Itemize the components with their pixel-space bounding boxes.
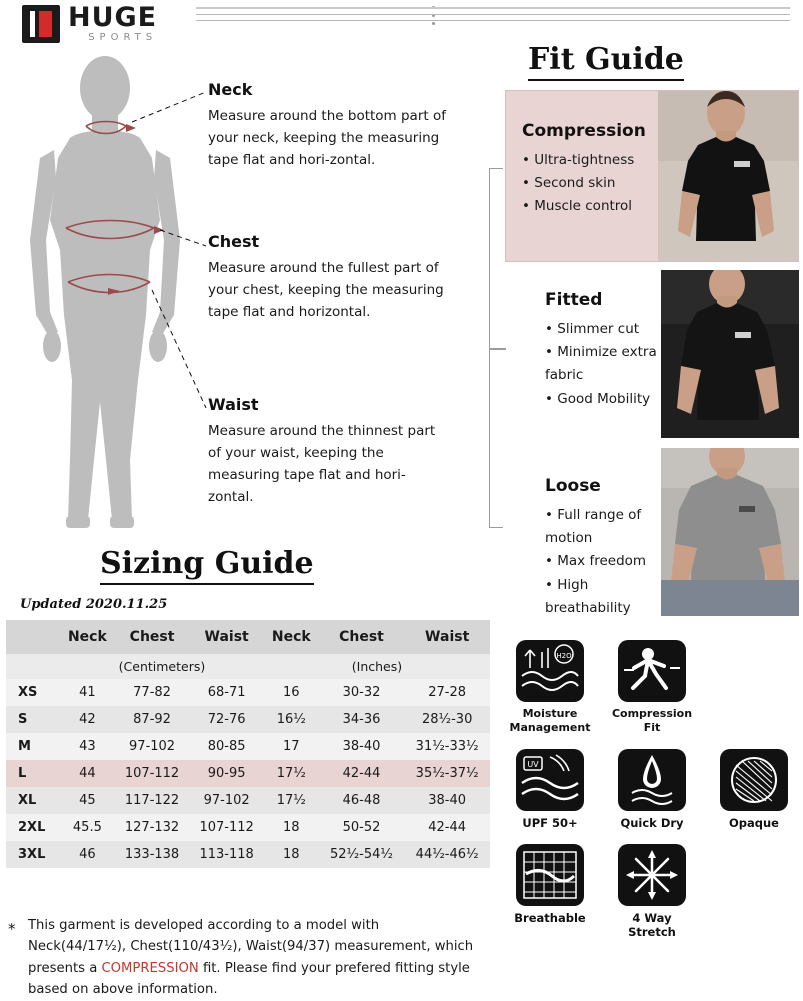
cell-chest-cm: 117-122 — [115, 787, 190, 814]
sizing-updated-date: Updated 2020.11.25 — [20, 597, 168, 612]
cell-chest-in: 38-40 — [319, 733, 405, 760]
loose-shirt-photo — [661, 448, 799, 616]
cell-neck-cm: 44 — [60, 760, 115, 787]
cell-chest-in: 50-52 — [319, 814, 405, 841]
feature-label: 4 Way Stretch — [628, 910, 676, 940]
fit-bullet: • Minimize extra — [545, 344, 657, 361]
footnote-text: This garment is developed according to a model with Neck(44/17¹⁄₂), Chest(110/43¹⁄₂), Waist(94/37) measurement, which presents a COMPRESSION fit. Please find your prefered fitting style based on above information. — [28, 918, 474, 998]
cell-size: 3XL — [6, 841, 60, 868]
th-size — [6, 620, 60, 654]
moisture-management-icon — [516, 640, 584, 702]
opaque-icon — [720, 749, 788, 811]
fit-card-fitted-title: Fitted — [545, 290, 603, 310]
feature-row-3 — [505, 844, 803, 940]
cell-chest-cm: 133-138 — [115, 841, 190, 868]
feature-label: Quick Dry — [620, 815, 684, 830]
feature-opaque — [709, 749, 799, 830]
measure-waist-text: Measure around the thinnest part of your waist, keeping the measuring tape flat and hori-zontal. — [208, 423, 436, 505]
svg-text:H2O: H2O — [556, 652, 572, 660]
footnote-star: * — [8, 920, 16, 938]
cell-chest-cm: 97-102 — [115, 733, 190, 760]
feature-label: Breathable — [514, 910, 586, 925]
cell-size: XL — [6, 787, 60, 814]
cell-neck-in: 16¹⁄₂ — [264, 706, 319, 733]
fit-bullet: fabric — [545, 367, 584, 384]
cell-waist-in: 28¹⁄₂-30 — [404, 706, 490, 733]
size-chart-table — [6, 620, 490, 868]
cell-chest-in: 34-36 — [319, 706, 405, 733]
upf-icon — [516, 749, 584, 811]
feature-row-1 — [505, 640, 803, 735]
fit-bracket-stem — [489, 348, 506, 350]
compression-shirt-photo — [658, 91, 798, 261]
cell-neck-in: 18 — [264, 841, 319, 868]
th-neck-cm: Neck — [60, 620, 115, 654]
four-way-stretch-icon — [618, 844, 686, 906]
table-row — [6, 787, 490, 814]
fit-bullet: • Ultra-tightness — [522, 152, 635, 168]
measure-neck-title: Neck — [208, 80, 253, 99]
compression-fit-icon — [618, 640, 686, 702]
cell-neck-in: 18 — [264, 814, 319, 841]
cell-size: L — [6, 760, 60, 787]
cell-chest-cm: 77-82 — [115, 679, 190, 706]
cell-size: M — [6, 733, 60, 760]
feature-label: Opaque — [729, 815, 779, 830]
feature-compression-fit — [607, 640, 697, 735]
sizing-footnote — [8, 915, 478, 1001]
cell-chest-in: 46-48 — [319, 787, 405, 814]
th-waist-cm: Waist — [189, 620, 264, 654]
cell-waist-cm: 97-102 — [189, 787, 264, 814]
table-header-row — [6, 620, 490, 654]
fit-bullet: motion — [545, 530, 593, 547]
cell-size: XS — [6, 679, 60, 706]
fit-card-compression — [505, 90, 799, 262]
cell-waist-cm: 113-118 — [189, 841, 264, 868]
cell-chest-in: 30-32 — [319, 679, 405, 706]
measure-neck — [208, 80, 448, 172]
cell-size: 2XL — [6, 814, 60, 841]
cell-waist-cm: 72-76 — [189, 706, 264, 733]
table-row — [6, 814, 490, 841]
cell-waist-in: 35¹⁄₂-37¹⁄₂ — [404, 760, 490, 787]
feature-icons — [505, 640, 803, 954]
feature-four-way-stretch — [607, 844, 697, 940]
measure-waist — [208, 395, 448, 508]
fit-card-fitted — [505, 270, 799, 438]
feature-label: Compression Fit — [611, 707, 693, 734]
unit-inches: (Inches) — [264, 654, 490, 679]
fit-bullet: • Second skin — [522, 175, 616, 192]
cell-waist-cm: 107-112 — [189, 814, 264, 841]
cell-neck-in: 17¹⁄₂ — [264, 787, 319, 814]
feature-quick-dry — [607, 749, 697, 830]
measure-chest-text: Measure around the fullest part of your chest, keeping the measuring tape flat and horizontal. — [208, 260, 444, 320]
cell-waist-cm: 90-95 — [189, 760, 264, 787]
quick-dry-icon — [618, 749, 686, 811]
th-chest-in: Chest — [319, 620, 405, 654]
measure-waist-title: Waist — [208, 395, 259, 414]
fitted-shirt-photo — [661, 270, 799, 438]
logo-mark-icon — [22, 5, 60, 43]
cell-waist-in: 31¹⁄₂-33¹⁄₂ — [404, 733, 490, 760]
cell-neck-in: 16 — [264, 679, 319, 706]
table-row — [6, 841, 490, 868]
table-row — [6, 679, 490, 706]
brand-subtitle: SPORTS — [88, 32, 158, 43]
feature-label: Moisture Management — [509, 707, 591, 734]
cell-chest-cm: 127-132 — [115, 814, 190, 841]
breathable-icon — [516, 844, 584, 906]
fit-card-loose — [505, 448, 799, 616]
cell-neck-cm: 41 — [60, 679, 115, 706]
fit-bullet: • Full range of — [545, 507, 642, 523]
cell-neck-in: 17¹⁄₂ — [264, 760, 319, 787]
table-row-highlighted — [6, 760, 490, 787]
th-neck-in: Neck — [264, 620, 319, 654]
cell-neck-cm: 43 — [60, 733, 115, 760]
fit-bullet: • Slimmer cut — [545, 321, 640, 337]
fit-bullet: • Muscle control — [522, 198, 633, 215]
fit-bullet: • Good Mobility — [545, 390, 651, 407]
table-row — [6, 733, 490, 760]
cell-chest-in: 42-44 — [319, 760, 405, 787]
cell-waist-cm: 80-85 — [189, 733, 264, 760]
cell-neck-cm: 45.5 — [60, 814, 115, 841]
th-waist-in: Waist — [404, 620, 490, 654]
cell-neck-in: 17 — [264, 733, 319, 760]
cell-size: S — [6, 706, 60, 733]
body-diagram-panel — [0, 50, 480, 540]
svg-text:UV: UV — [527, 759, 539, 769]
table-unit-row — [6, 654, 490, 679]
sizing-guide-title: Sizing Guide — [100, 546, 314, 585]
feature-upf — [505, 749, 595, 830]
table-row — [6, 706, 490, 733]
cell-chest-cm: 107-112 — [115, 760, 190, 787]
fit-bullet: • Max freedom — [545, 553, 647, 570]
cell-chest-in: 52¹⁄₂-54¹⁄₂ — [319, 841, 405, 868]
cell-chest-cm: 87-92 — [115, 706, 190, 733]
measure-chest-title: Chest — [208, 232, 260, 251]
measure-neck-text: Measure around the bottom part of your neck, keeping the measuring tape flat and hori-zontal. — [208, 108, 446, 168]
feature-breathable — [505, 844, 595, 940]
brand-name: HUGE — [68, 2, 158, 33]
cell-waist-in: 44¹⁄₂-46¹⁄₂ — [404, 841, 490, 868]
header-rule-left — [196, 7, 432, 26]
cell-neck-cm: 46 — [60, 841, 115, 868]
measure-chest — [208, 232, 448, 324]
cell-waist-in: 42-44 — [404, 814, 490, 841]
unit-centimeters: (Centimeters) — [60, 654, 264, 679]
brand-logo — [22, 4, 157, 43]
feature-label: UPF 50+ — [522, 815, 578, 830]
unit-blank — [6, 654, 60, 679]
feature-row-2 — [505, 749, 803, 830]
feature-moisture-management — [505, 640, 595, 735]
fit-bullet: • High breathability — [545, 576, 631, 616]
fit-guide-title: Fit Guide — [528, 42, 684, 81]
cell-neck-cm: 45 — [60, 787, 115, 814]
fit-card-compression-title: Compression — [522, 121, 646, 141]
cell-neck-cm: 42 — [60, 706, 115, 733]
fit-card-loose-title: Loose — [545, 476, 601, 496]
header-rule-right — [430, 7, 790, 26]
body-figure-icon — [10, 50, 220, 550]
th-chest-cm: Chest — [115, 620, 190, 654]
page-header — [0, 0, 803, 46]
cell-waist-in: 27-28 — [404, 679, 490, 706]
cell-waist-cm: 68-71 — [189, 679, 264, 706]
cell-waist-in: 38-40 — [404, 787, 490, 814]
